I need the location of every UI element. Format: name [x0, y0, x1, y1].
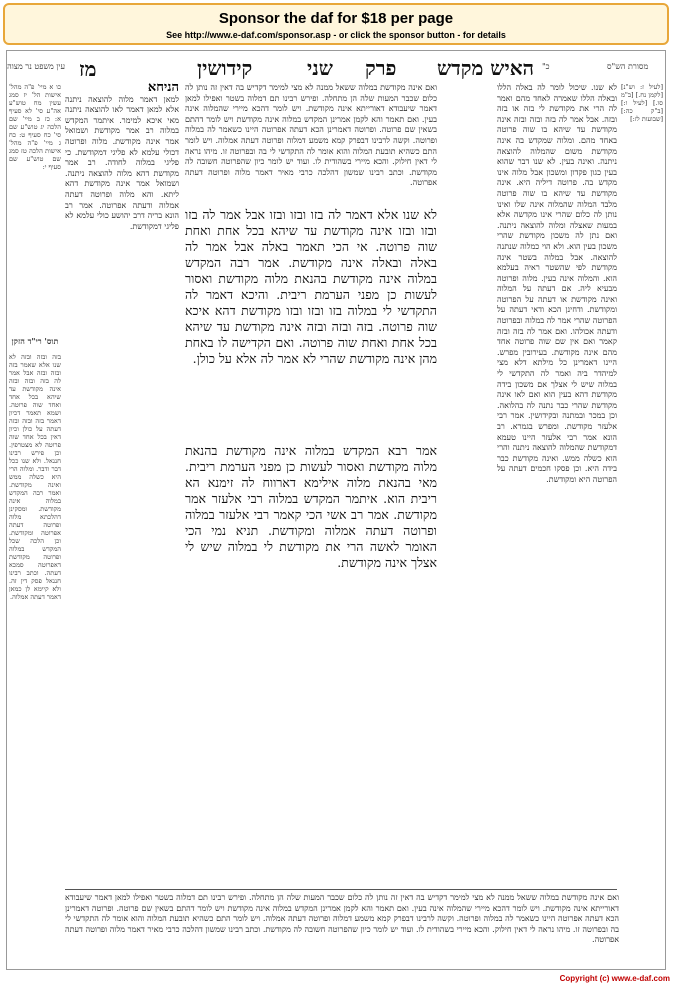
sponsor-subtitle[interactable]: See http://www.e-daf.com/sponsor.asp - or click the sponsor button - for details	[166, 30, 506, 40]
sponsor-banner[interactable]	[3, 3, 669, 45]
gemara-block-1	[185, 207, 437, 439]
bottom-divider	[65, 889, 617, 890]
masoret-hashas-column	[621, 83, 663, 953]
ein-mishpat-heading: עין משפט נר מצוה	[7, 62, 65, 71]
rashi-commentary	[497, 83, 617, 921]
gemara-text-1: לא שנו אלא דאמר לה בזו ובזו ובזו אבל אמר לה בזו ובזו ובזו אינה מקודשת עד שיהא בכל אחת ואחת שוה פרוטה. אי הכי תאמר באלה אבל אמר לה באלה ובאלה אינה מקודשת. אמר רבה המקדש במלוה אינה מקודשת בהנאת מלוה מקודשת ואסור לעשות כן מפני הערמת ריבית. והיכא דאמר לה התקדשי לי במלוה בזו ובזו ובזו מקודשת דהא איכא שוה פרוטה. בזה ובזה ובזה אינה מקודשת עד שיהא בכל אחת ואחת שוה פרוטה. ואם הקדישה לו באחת מהן אינה מקודשת שהרי לא אמר לה אלא על כולן.	[185, 207, 437, 366]
tosafot-continuation: למאן דאמר מלוה להוצאה ניתנה אלא למאן דאמר לאו להוצאה ניתנה מאי איכא למימר. איתמר המקדש במלוה רב אמר מקודשת ושמואל אמר אינה מקודשת. מלוה ופרוטה דכולי עלמא לא פליגי דמקודשת. כי פליגי במלוה לחודה. רב אמר מקודשת דהא מלוה להוצאה ניתנה. ושמואל אמר אינה מקודשת דהא ליתא. והא מלוה ופרוטה דעתה אמלוה ודעתה אפרוטה. אמר רב הונא בריה דרב יהושע כולי עלמא לא פליגי דמקודשת.	[65, 94, 179, 231]
tractate-name: קידושין	[197, 56, 253, 80]
tosafot-text: ואם אינה מקודשת במלוה ששאל ממנה לא מצי למימר דקדיש בה דאין זה נותן לה כלום שכבר המעות שלה הן מתחלה. ופירש רבינו תם דמלוה בשטר ואפילו למאן דאמר שיעבודא דאורייתא אינה מקודשת. ויש לומר דהכא מיירי שהמלוה אינה בעין. ואם תאמר והא לקמן אמרינן המקדש במלוה אינה מקודשת ויש לומר דהתם בשאין שם פרוטה. ופרוטה דאמרינן הכא דעתה אפרוטה היינו כשאמר לה במלוה ופרוטה. וקשה לרבינו דבפרק קמא משמע דמלוה ופרוטה דעתה אמלוה. ויש לומר התם כשהיא תובעת המלוה והוא אומר לה התקדשי לי בה ובפרוטה זו. מיהו נראה לי דאין חילוק. והכא מיירי בשהודית לו. ועוד יש לומר כיון שהפרוטה חשובה לה מקודשת. וכתב רבינו שמשון דהלכה כרבי מאיר דאמר מלוה ופרוטה דעתה אפרוטה.	[185, 83, 437, 188]
chapter-word: פרק	[365, 56, 397, 80]
tosafot-top-block	[185, 83, 437, 203]
bottom-commentary-text: ואם אינה מקודשת במלוה ששאל ממנה לא מצי למימר דקדיש בה דאין זה נותן לה כלום שכבר המעות שלה הן מתחלה. ופירש רבינו תם דמלוה בשטר ואפילו למאן דאמר שיעבודא דאורייתא אינה מקודשת. ויש לומר דהכא מיירי שהמלוה אינה בעין. ואם תאמר והא לקמן אמרינן המקדש במלוה אינה מקודשת ויש לומר דהתם בשאין שם פרוטה. ופרוטה דאמרינן הכא דעתה אפרוטה היינו כשאמר לה במלוה ופרוטה. וקשה לרבינו דבפרק קמא משמע דמלוה ופרוטה דעתה אמלוה. ויש לומר התם כשהיא תובעת המלוה והוא אומר לה התקדשי לי בה ובפרוטה זו. מיהו נראה לי דאין חילוק. והכא מיירי בשהודית לו. ועוד יש לומר כיון שהפרוטה חשובה לה מקודשת. וכתב רבינו שמשון דהלכה כרבי מאיר דאמר מלוה ופרוטה דעתה אפרוטה.	[65, 893, 619, 945]
hadran-heading: הניחא	[147, 83, 179, 95]
tosafot-rid-text: בזה ובזה ובזה לא שנו אלא שאמר בזה ובזה ובזה אבל אמר לה בזה ובזה ובזה אינה מקודשת עד שיהא בכל אחד ואחד שוה פרוטה. ושמא תאמר דכיון דאמר בזה ובזה ובזה דעתה על כולן וכיון דאין בכל אחד שוה פרוטה לא מצטרפין. וכן פירש רבינו חננאל. ולא שנו ככל דבר ודבר. ומלוה הרי היא כשלה ממש ואינה מקודשת. ואמר רבה המקדש במלוה אינה מקודשת. ומסקינן דהלכתא מלוה ופרוטה דעתה אפרוטה ומקודשת. וכן הלכה שכל המקדש במלוה ופרוטה מקודשת דאפרוטה סמכא דעתה. וכתב רבינו חננאל פסק דין זה. ולא קיימא לן כמאן דאמר דעתה אמלוה.	[9, 353, 61, 601]
gemara-text-3: אמר רבא המקדש במלוה אינה מקודשת בהנאת מלוה מקודשת ואסור לעשות כן מפני הערמת ריבית. מאי בהנאת מלוה אילימא דארווח לה זימנא הא ריבית הוא. איתמר המקדש במלוה רבי אלעזר אמר מקודשת. אמר רב אשי הכי קאמר רבי אלעזר במלוה ופרוטה דעתה אמלוה ומקודשת. תניא נמי הכי האומר לאשה הרי את מקודשת לי במלוה שיש לי אצלך אינה מקודשת.	[185, 443, 437, 570]
bottom-commentary	[65, 893, 619, 965]
tosafot-rid-column	[9, 353, 61, 963]
ein-mishpat-column	[9, 83, 61, 333]
chapter-name: האיש מקדש	[437, 56, 535, 80]
tosafot-rid-heading: תוס' רי"ד הזקן	[11, 337, 59, 346]
masoret-heading: מסורת הש"ס	[607, 62, 649, 71]
rashi-text: לא שנו. שיכול לומר לה באלה הללו ובאלה הללו שאמרה לאחד מהם ואמר לה הרי את מקודשת לי בזה או בזה ובזה. אבל אמר לה בזה ובזה ובזה אינה מקודשת עד שיהא בו שוה פרוטה באחד מהם. ומלוה שמקדש בה אינה מקודשת משום שהמלוה להוצאה ניתנה. ואינה בעין. לא שנו דבר שהוא בעין כגון פקדון ומשכון אבל מלוה אינו מקדש בה. פרוטה דיליה היא. אינה מקודשת עד שיהא בו שוה פרוטה מלבד המלוה שהמלוה אינה שלו ואינו נותן לה כלום שהרי אינו מקדשה אלא במעות שאצלה ומלוה להוצאה ניתנה. ואם נתן לה משכון מקודשת שהרי משכון בעין הוא. ולא הוי כמלוה שנתנה להוצאה. אבל במלוה בשטר אינה מקודשת לפי שהשטר ראיה בעלמא הוא. והמלוה אינה בעין. מלוה ופרוטה מבעיא ליה. אם דעתה על המלוה ואינה מקודשת או דעתה על הפרוטה ומקודשת. ודחינן הכא ודאי דעתה על הפרוטה שהרי אמר לה במלוה ובפרוטה ודעתה אכולהו. ואם אמר לה בזה ובזה קאמר ואם אין שם שוה פרוטה אחד מהם אינה מקודשת. בעירובין מפרש. היינו דאמרינן כל מילתא דלא מצי למיהדר ביה ואמר לה התקדשי לי במלוה שיש לי אצלך אם משכון בידה מקודשת דהא בעין הוא ואם לאו אינה מקודשת שהרי כבר נתנה לה בהלואה. וכן במכר ובמתנה ובקידושין. אמר רבי אלעזר מקודשת. ומפרש בגמרא. רב הונא אמר רבי אלעזר היינו טעמא דמקודשת שהמלוה להוצאה ניתנה והרי הוא כשלה ממש. ואינה מקודשת כבר בידה היא. וכן פסקו חכמים דעתה על הפרוטה היא ומקודשת.	[497, 83, 617, 484]
chapter-number: שני	[307, 56, 333, 80]
folio-number: מז	[79, 57, 97, 81]
copyright-footer[interactable]: Copyright (c) www.e-daf.com	[559, 974, 670, 983]
tosafot-column	[65, 83, 179, 883]
page-marker: כ"	[542, 62, 550, 71]
sponsor-title: Sponsor the daf for $18 per page	[218, 10, 454, 27]
page-header	[7, 51, 665, 81]
ein-mishpat-text: כו א מיי' פ"ה מהל' אישות הל' יז סמג עשין מח טוש"ע אה"ע סי' לא סעיף א: כז ב מיי' שם הלכה יג טוש"ע שם סי' כח סעיף ט: כח ג מיי' פ"ה מהל' אישות הלכה טז סמג שם טוש"ע שם סעיף י:	[9, 83, 61, 171]
gemara-block-3	[185, 443, 437, 883]
masoret-references: [לעיל ז: וש"נ] [לקמן נח.] [ב"מ סו.] [לעיל ו:] [ב"ק כה:] [שבועות לז:]	[621, 83, 663, 123]
talmud-page	[6, 50, 666, 970]
